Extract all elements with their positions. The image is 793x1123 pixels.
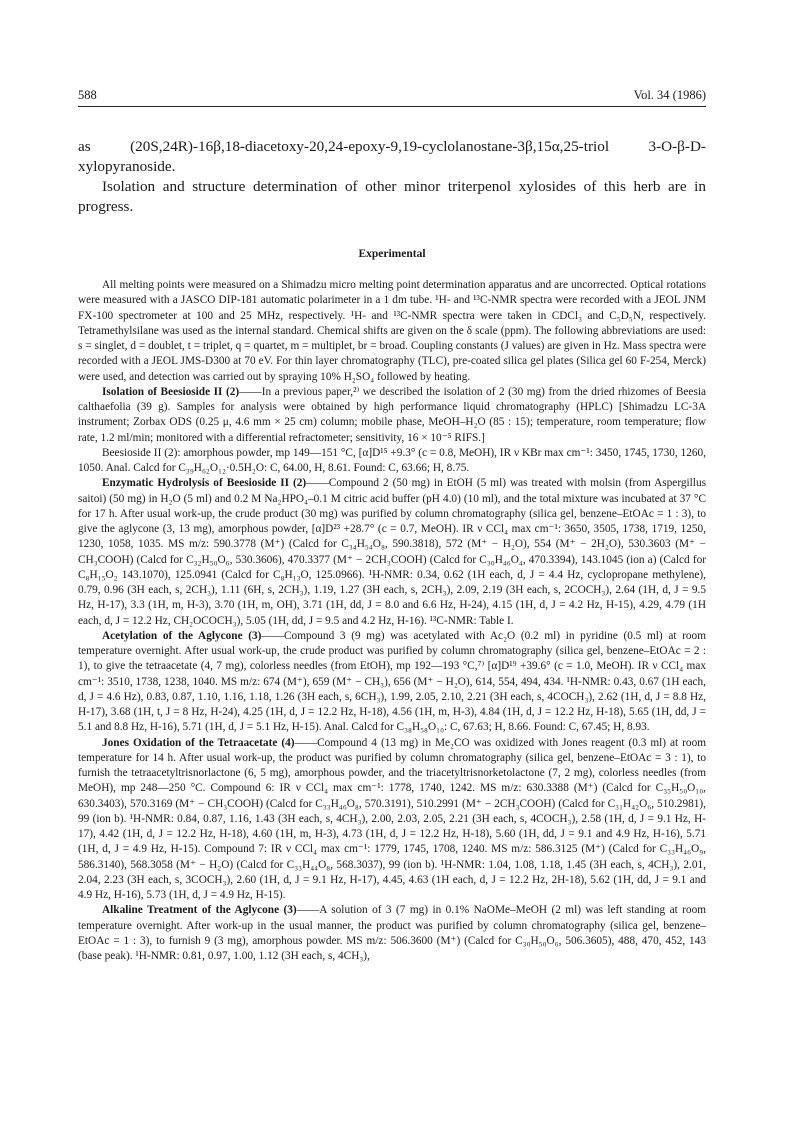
paragraph-text: ——In a previous paper,²⁾ we described the isolation of 2 (30 mg) from the dried rhizomes of Beesia calthaefolia (39 g). Samples for analysis were obtained by high performance liquid chromatography (HPLC) [Shimadzu LC-3A instrument; Zorbax ODS (0.25 μ, 4.6 mm × 25 cm) column; mobile phase, MeOH–H₂O (85 : 15); temperature, room temperature; flow rate, 1.2 ml/min; monitored with a differential refractometer; sensitivity, 16 × 10⁻⁵ RIFS.]: [78, 385, 706, 444]
paragraph-text: ——Compound 4 (13 mg) in Me₂CO was oxidized with Jones reagent (0.3 ml) at room temperature for 14 h. After usual work-up, the product was purified by column chromatography (silica gel, benzene–EtOAc = 3 : 1), to furnish the tetraacetyltrisnorlactone (6, 5 mg), amorphous powder, and the triacetyltrisnorketolactone (7, 2 mg), colorless needles (from MeOH), mp 248—250 °C. Compound 6: IR ν CCl₄ max cm⁻¹: 1778, 1740, 1242. MS m/z: 630.3388 (M⁺) (Calcd for C₃₅H₅₀O₁₀, 630.3403), 570.3169 (M⁺ − CH₃COOH) (Calcd for C₃₃H₄₆O₈, 570.3191), 510.2991 (M⁺ − 2CH₃COOH) (Calcd for C₃₁H₄₂O₆, 510.2981), 99 (ion b). ¹H-NMR: 0.84, 0.87, 1.16, 1.43 (3H each, s, 4CH₃), 2.00, 2.03, 2.05, 2.21 (3H each, s, 4COCH₃), 2.58 (1H, d, J = 9.1 Hz, H-17), 4.42 (1H, d, J = 12.2 Hz, H-18), 4.60 (1H, m, H-3), 4.73 (1H, d, J = 12.2 Hz, H-18), 5.60 (1H, dd, J = 9.1 and 4.9 Hz, H-16), 5.71 (1H, d, J = 4.9 Hz, H-15). Compound 7: IR ν CCl₄ max cm⁻¹: 1779, 1745, 1708, 1240. MS m/z: 586.3125 (M⁺) (Calcd for C₃₃H₄₆O₉, 586.3140), 568.3058 (M⁺ − H₂O) (Calcd for C₃₃H₄₄O₈, 568.3037), 99 (ion b). ¹H-NMR: 1.04, 1.08, 1.18, 1.45 (3H each, s, 4CH₃), 2.01, 2.04, 2.23 (3H each, s, 3COCH₃), 2.60 (1H, d, J = 9.1 Hz, H-17), 4.45, 4.63 (1H each, d, J = 12.2 Hz, 2H-18), 5.62 (1H, dd, J = 9.1 and 4.9 Hz, H-16), 5.73 (1H, d, J = 4.9 Hz, H-15).: [78, 736, 706, 901]
paragraph-heading: Acetylation of the Aglycone (3): [102, 629, 262, 642]
body-paragraph: [78, 629, 706, 736]
body-paragraph: [78, 903, 706, 964]
intro-paragraph: as (20S,24R)-16β,18-diacetoxy-20,24-epoxy-9,19-cyclolanostane-3β,15α,25-triol 3-O-β-D-xylopyranoside.: [78, 138, 706, 175]
body-paragraph: [78, 736, 706, 904]
paragraph-text: Beesioside II (2): amorphous powder, mp 149—151 °C, [α]D¹⁵ +9.3° (c = 0.8, MeOH), IR ν KBr max cm⁻¹: 3450, 1745, 1730, 1260, 1050. Anal. Calcd for C₃₉H₆₂O₁₂·0.5H₂O: C, 64.00, H, 8.61. Found: C, 63.66; H, 8.75.: [78, 446, 706, 474]
paragraph-heading: Jones Oxidation of the Tetraacetate (4): [102, 736, 295, 749]
intro-text: [78, 137, 706, 217]
experimental-body: [78, 278, 706, 964]
body-paragraph: [78, 446, 706, 477]
paragraph-heading: Isolation of Beesioside II (2): [102, 385, 240, 398]
running-header: [78, 88, 706, 107]
paragraph-text: ——Compound 3 (9 mg) was acetylated with Ac₂O (0.2 ml) in pyridine (0.5 ml) at room temperature overnight. After usual work-up, the crude product was purified by column chromatography (silica gel, benzene–EtOAc = 2 : 1), to give the tetraacetate (4, 7 mg), colorless needles (from EtOH), mp 192—193 °C,⁷⁾ [α]D¹⁹ +39.6° (c = 1.0, MeOH). IR ν CCl₄ max cm⁻¹: 3510, 1738, 1238, 1040. MS m/z: 674 (M⁺), 659 (M⁺ − CH₃), 656 (M⁺ − H₂O), 614, 554, 494, 434. ¹H-NMR: 0.43, 0.67 (1H each, d, J = 4.6 Hz), 0.83, 0.87, 1.10, 1.16, 1.18, 1.26 (3H each, s, 6CH₃), 1.99, 2.05, 2.10, 2.21 (3H each, s, 4COCH₃), 2.62 (1H, d, J = 8.8 Hz, H-17), 3.68 (1H, t, J = 8 Hz, H-24), 4.25 (1H, d, J = 12.2 Hz, H-18), 4.56 (1H, m, H-3), 4.84 (1H, d, J = 12.2 Hz, H-18), 5.65 (1H, dd, J = 5.1 and 8.8 Hz, H-16), 5.71 (1H, d, J = 5.1 Hz, H-15). Anal. Calcd for C₃₈H₅₈O₁₀: C, 67.63; H, 8.66. Found: C, 67.45; H, 8.93.: [78, 629, 706, 734]
volume-info: Vol. 34 (1986): [633, 88, 706, 102]
intro-paragraph: Isolation and structure determination of other minor triterpenol xylosides of this herb are in progress.: [78, 178, 706, 215]
paragraph-text: All melting points were measured on a Shimadzu micro melting point determination apparatus and are uncorrected. Optical rotations were measured with a JASCO DIP-181 automatic polarimeter in a 1 dm tube. ¹H- and ¹³C-NMR spectra were recorded with a JEOL JNM FX-100 spectrometer at 100 and 25 MHz, respectively. ¹H- and ¹³C-NMR spectra were taken in CDCl₃ and C₅D₅N, respectively. Tetramethylsilane was used as the internal standard. Chemical shifts are given on the δ scale (ppm). The following abbreviations are used: s = singlet, d = doublet, t = triplet, q = quartet, m = multiplet, br = broad. Coupling constants (J values) are given in Hz. Mass spectra were recorded with a JEOL JMS-D300 at 70 eV. For thin layer chromatography (TLC), pre-coated silica gel plates (Silica gel 60 F-254, Merck) were used, and detection was carried out by spraying 10% H₂SO₄ followed by heating.: [78, 279, 706, 383]
section-title: Experimental: [358, 248, 426, 260]
paragraph-text: ——A solution of 3 (7 mg) in 0.1% NaOMe–MeOH (2 ml) was left standing at room temperature overnight. After work-up in the usual manner, the product was purified by column chromatography (silica gel, benzene–EtOAc = 1 : 3), to furnish 9 (3 mg), amorphous powder. MS m/z: 506.3600 (M⁺) (Calcd for C₃₀H₅₀O₆, 506.3605), 488, 470, 452, 143 (base peak). ¹H-NMR: 0.81, 0.97, 1.00, 1.12 (3H each, s, 4CH₃),: [78, 904, 706, 962]
paragraph-text: ——Compound 2 (50 mg) in EtOH (5 ml) was treated with molsin (from Aspergillus saitoi) (50 mg) in H₂O (5 ml) and 0.2 M Na₂HPO₄–0.1 M citric acid buffer (pH 4.0) (10 ml), and the total mixture was incubated at 37 °C for 17 h. After usual work-up, the crude product (30 mg) was purified by column chromatography (silica gel, benzene–EtOAc = 1 : 3), to give the aglycone (3, 13 mg), amorphous powder, [α]D²³ +28.7° (c = 0.7, MeOH). IR ν CCl₄ max cm⁻¹: 3650, 3505, 1738, 1719, 1250, 1230, 1058, 1035. MS m/z: 590.3778 (M⁺) (Calcd for C₃₄H₅₄O₈, 590.3818), 572 (M⁺ − H₂O), 554 (M⁺ − 2H₂O), 530.3603 (M⁺ − CH₃COOH) (Calcd for C₃₂H₅₀O₆, 530.3606), 470.3377 (M⁺ − 2CH₃COOH) (Calcd for C₃₀H₄₆O₄, 470.3394), 143.1045 (ion a) (Calcd for C₈H₁₅O₂ 143.1070), 125.0941 (Calcd for C₈H₁₃O, 125.0966). ¹H-NMR: 0.34, 0.62 (1H each, d, J = 4.4 Hz, cyclopropane methylene), 0.79, 0.96 (3H each, s, 2CH₃), 1.11 (6H, s, 2CH₃), 1.19, 1.27 (3H each, s, 2CH₃), 2.09, 2.19 (3H each, s, 2COCH₃), 2.64 (1H, d, J = 9.5 Hz, H-17), 3.3 (1H, m, H-3), 3.70 (1H, m, OH), 3.71 (1H, dd, J = 8.0 and 6.6 Hz, H-24), 4.15 (1H, d, J = 4.2 Hz, H-15), 4.29, 4.79 (1H each, d, J = 12.2 Hz, CH₂OCOCH₃), 5.05 (1H, dd, J = 9.5 and 4.2 Hz, H-16). ¹³C-NMR: Table I.: [78, 477, 706, 627]
body-paragraph: [78, 476, 706, 629]
page-number: 588: [78, 88, 97, 102]
journal-page: [78, 88, 706, 964]
body-paragraph: [78, 278, 706, 385]
paragraph-heading: Enzymatic Hydrolysis of Beesioside II (2): [102, 477, 307, 490]
paragraph-heading: Alkaline Treatment of the Aglycone (3): [102, 904, 297, 917]
body-paragraph: [78, 385, 706, 446]
